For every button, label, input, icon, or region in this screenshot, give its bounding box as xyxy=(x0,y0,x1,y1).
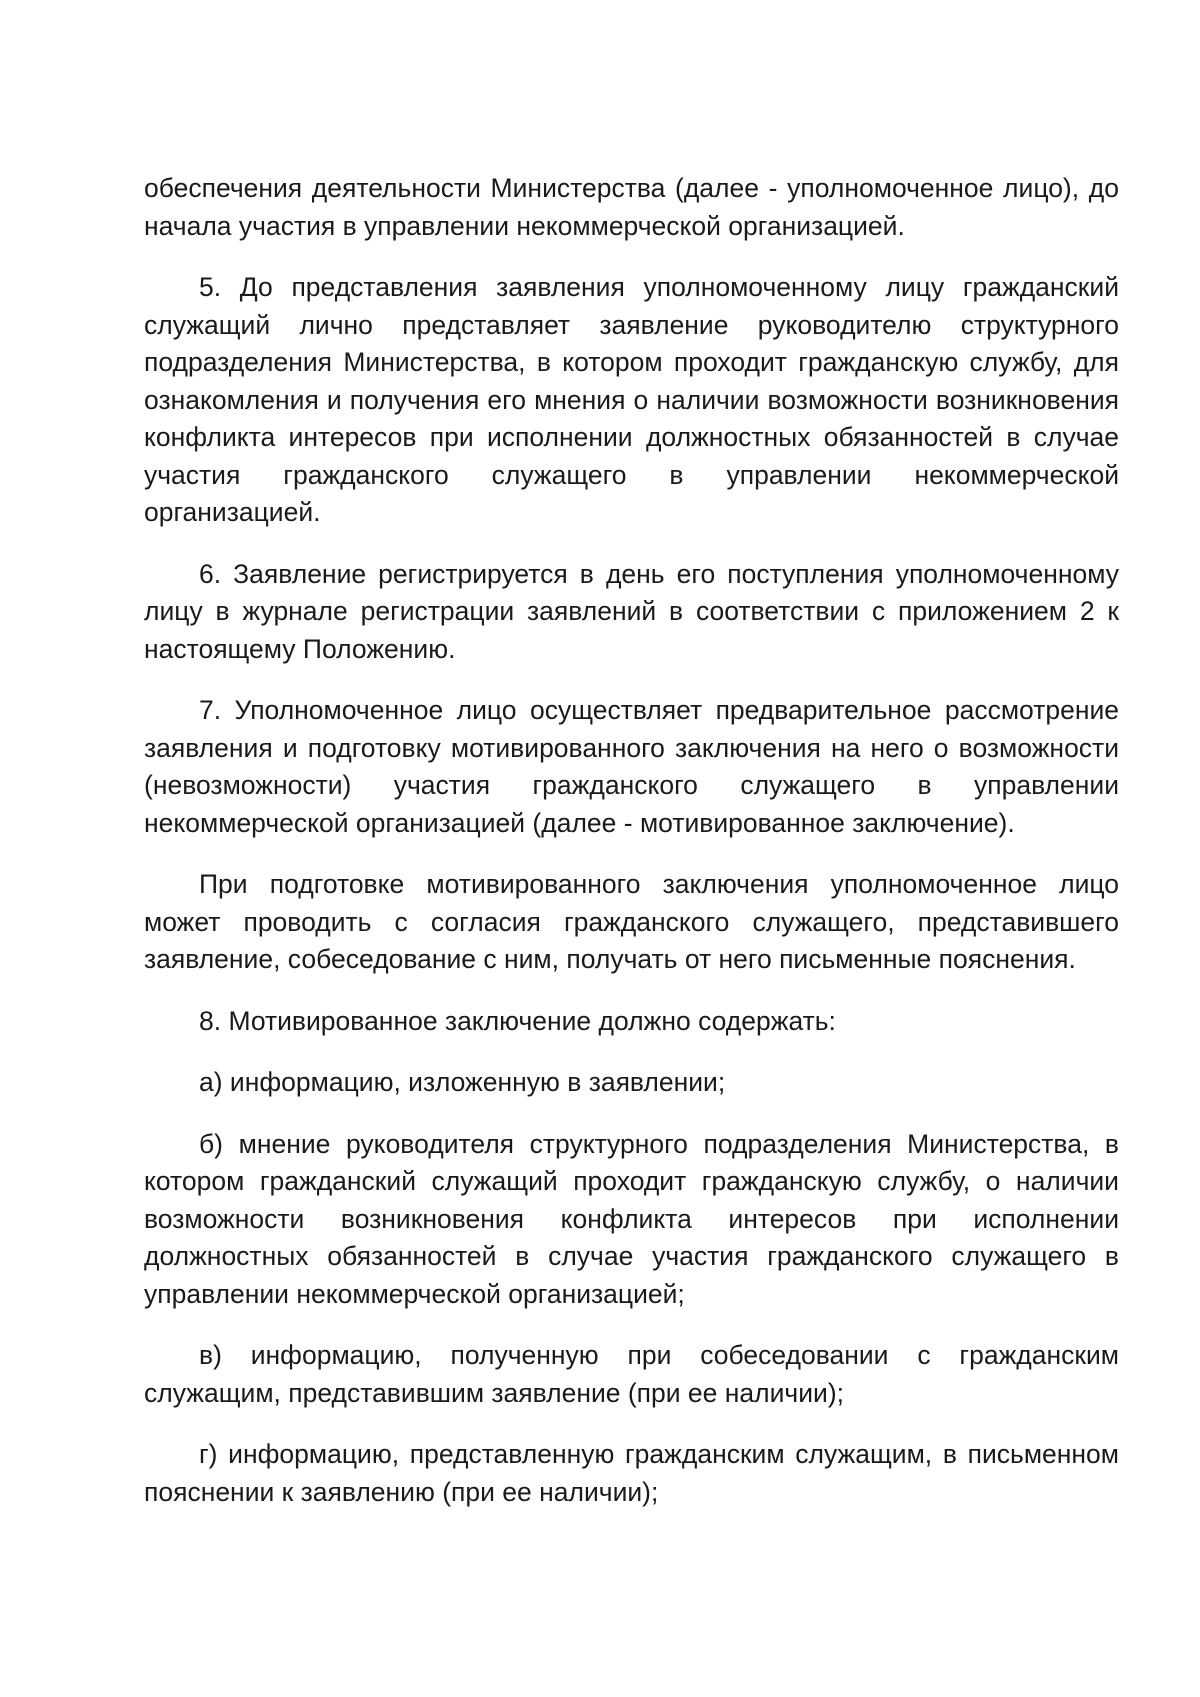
paragraph-continuation: обеспечения деятельности Министерства (далее - уполномоченное лицо), до начала участия в управлении некоммерческой организацией. xyxy=(144,173,1119,241)
paragraph-item-7: 7. Уполномоченное лицо осуществляет предварительное рассмотрение заявления и подготовку мотивированного заключения на него о возможности (невозможности) участия гражданского служащего в управлении некоммерческой организацией (далее - мотивированное заключение). xyxy=(144,695,1119,838)
paragraph-item-7-note: При подготовке мотивированного заключения уполномоченное лицо может проводить с согласия гражданского служащего, представившего заявление, собеседование с ним, получать от него письменные пояснения. xyxy=(144,869,1119,974)
paragraph-item-8v: в) информацию, полученную при собеседовании с гражданским служащим, представившим заявление (при ее наличии); xyxy=(144,1340,1119,1408)
paragraph-item-8: 8. Мотивированное заключение должно содержать: xyxy=(199,1005,836,1036)
document-body xyxy=(144,170,1119,1535)
paragraph-item-5: 5. До представления заявления уполномоченному лицу гражданский служащий лично представляет заявление руководителю структурного подразделения Министерства, в котором проходит гражданскую службу, для ознакомления и получения его мнения о наличии возможности возникновения конфликта интересов при исполнении должностных обязанностей в случае участия гражданского служащего в управлении некоммерческой организацией. xyxy=(144,272,1119,527)
paragraph-item-8g: г) информацию, представленную гражданским служащим, в письменном пояснении к заявлению (при ее наличии); xyxy=(144,1439,1119,1507)
paragraph-item-8b: б) мнение руководителя структурного подразделения Министерства, в котором гражданский служащий проходит гражданскую службу, о наличии возможности возникновения конфликта интересов при исполнении должностных обязанностей в случае участия гражданского служащего в управлении некоммерческой организацией; xyxy=(144,1128,1119,1309)
paragraph-item-8a: а) информацию, изложенную в заявлении; xyxy=(199,1067,726,1097)
paragraph-item-6: 6. Заявление регистрируется в день его поступления уполномоченному лицу в журнале регистрации заявлений в соответствии с приложением 2 к настоящему Положению. xyxy=(144,558,1119,664)
